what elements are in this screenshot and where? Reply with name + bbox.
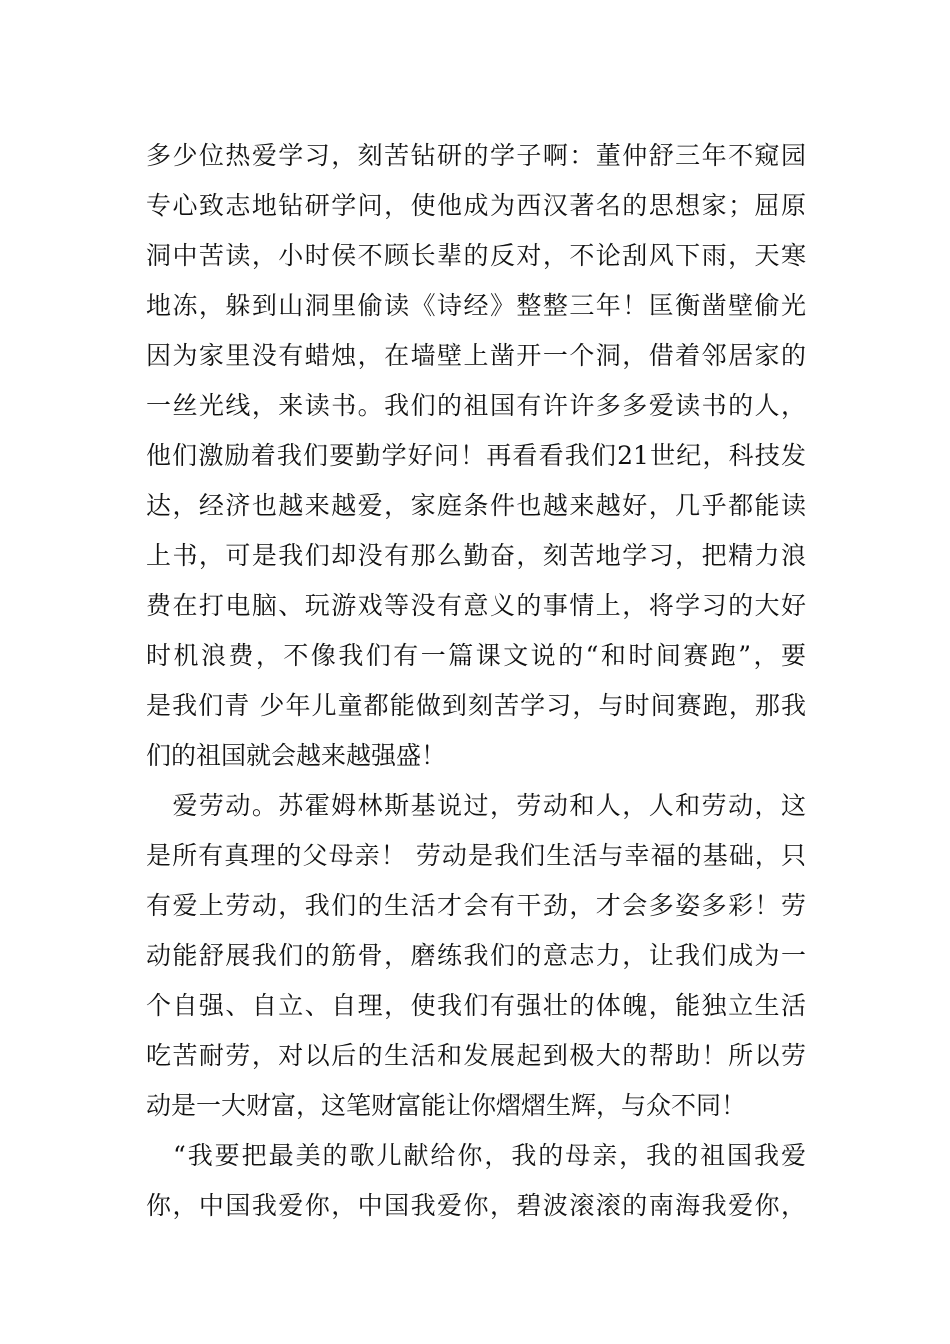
text-line: 动能舒展我们的筋骨，磨练我们的意志力，让我们成为一 <box>146 941 806 970</box>
text-line: 时机浪费，不像我们有一篇课文说的“和时间赛跑”，要 <box>146 641 806 670</box>
text-line: 上书，可是我们却没有那么勤奋，刻苦地学习，把精力浪 <box>146 541 806 570</box>
text-line: 专心致志地钻研学问，使他成为西汉著名的思想家；屈原 <box>146 191 806 220</box>
text-line: 洞中苦读，小时侯不顾长辈的反对，不论刮风下雨，天寒 <box>146 241 806 270</box>
text-line: 你，中国我爱你，中国我爱你，碧波滚滚的南海我爱你， <box>146 1191 806 1220</box>
body-text <box>146 131 806 1231</box>
text-line: 他们激励着我们要勤学好问！再看看我们21世纪，科技发 <box>146 441 806 470</box>
text-line: 吃苦耐劳，对以后的生活和发展起到极大的帮助！所以劳 <box>146 1041 806 1070</box>
text-line: 地冻，躲到山洞里偷读《诗经》整整三年！匡衡凿壁偷光 <box>146 291 806 320</box>
text-line: 因为家里没有蜡烛，在墙壁上凿开一个洞，借着邻居家的 <box>146 341 806 370</box>
text-line: 一丝光线，来读书。我们的祖国有许许多多爱读书的人， <box>146 391 806 420</box>
text-line: 动是一大财富，这笔财富能让你熠熠生辉，与众不同！ <box>146 1091 747 1120</box>
text-line: 爱劳动。苏霍姆林斯基说过，劳动和人，人和劳动，这 <box>146 791 806 820</box>
text-line: 费在打电脑、玩游戏等没有意义的事情上，将学习的大好 <box>146 591 806 620</box>
text-line: 有爱上劳动，我们的生活才会有干劲，才会多姿多彩！劳 <box>146 891 806 920</box>
text-line: 达，经济也越来越爱，家庭条件也越来越好，几乎都能读 <box>146 491 806 520</box>
text-line: 个自强、自立、自理，使我们有强壮的体魄，能独立生活 <box>146 991 806 1020</box>
text-line: 是所有真理的父母亲！ 劳动是我们生活与幸福的基础，只 <box>146 841 806 870</box>
text-line: 是我们青 少年儿童都能做到刻苦学习，与时间赛跑，那我 <box>146 691 806 720</box>
text-line: 们的祖国就会越来越强盛！ <box>146 741 447 770</box>
text-line: 多少位热爱学习，刻苦钻研的学子啊：董仲舒三年不窥园 <box>146 141 806 170</box>
text-line: “我要把最美的歌儿献给你，我的母亲，我的祖国我爱 <box>146 1141 806 1170</box>
